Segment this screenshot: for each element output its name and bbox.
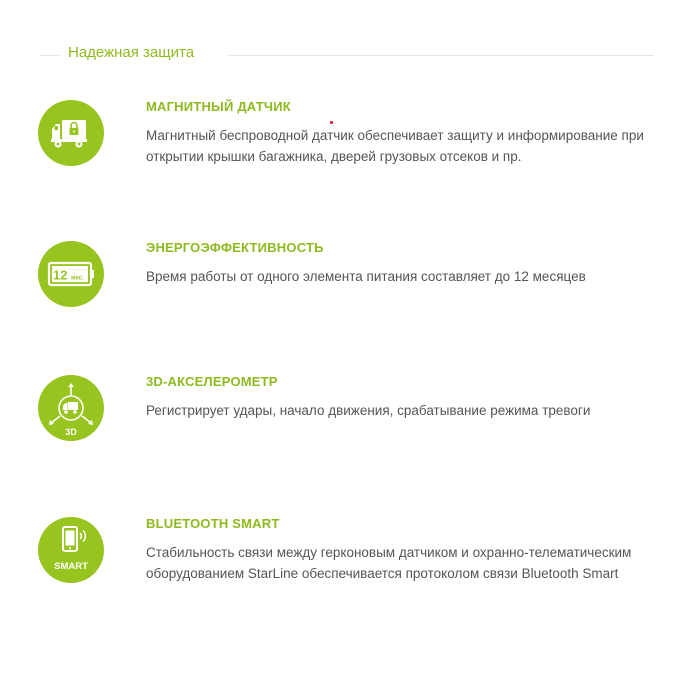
feature-description: Стабильность связи между герконовым датчиком и охранно-телематическим оборудованием StarLine обеспечивается протоколом связи Bluetooth Smart — [146, 545, 632, 581]
feature-description: Регистрирует удары, начало движения, срабатывание режима тревоги — [146, 403, 591, 418]
section-header — [40, 40, 654, 70]
feature-bluetooth-smart — [38, 516, 658, 616]
header-divider-right — [228, 55, 654, 56]
smartphone-bluetooth-icon — [38, 517, 104, 583]
accelerometer-3d-label: 3D — [65, 427, 77, 437]
battery-12-label: 12 — [53, 267, 68, 283]
feature-magnetic-sensor — [38, 99, 658, 199]
feature-title: МАГНИТНЫЙ ДАТЧИК — [146, 99, 291, 114]
feature-3d-accelerometer — [38, 374, 658, 444]
feature-energy-efficiency — [38, 240, 658, 310]
feature-title: ЭНЕРГОЭФФЕКТИВНОСТЬ — [146, 240, 324, 255]
feature-title: 3D-АКСЕЛЕРОМЕТР — [146, 374, 278, 389]
header-divider-left — [40, 55, 60, 56]
battery-12-months-icon — [38, 241, 104, 307]
truck-lock-icon — [38, 100, 104, 166]
smart-label: SMART — [54, 561, 88, 572]
accelerometer-3d-icon — [38, 375, 104, 441]
feature-title: BLUETOOTH SMART — [146, 516, 280, 531]
battery-months-label: мес. — [71, 275, 84, 282]
feature-description: Магнитный беспроводной датчик обеспечивает защиту и информирование при открытии крышки багажника, дверей грузовых отсеков и пр. — [146, 128, 644, 164]
section-title: Надежная защита — [68, 44, 195, 61]
feature-description: Время работы от одного элемента питания составляет до 12 месяцев — [146, 269, 586, 284]
